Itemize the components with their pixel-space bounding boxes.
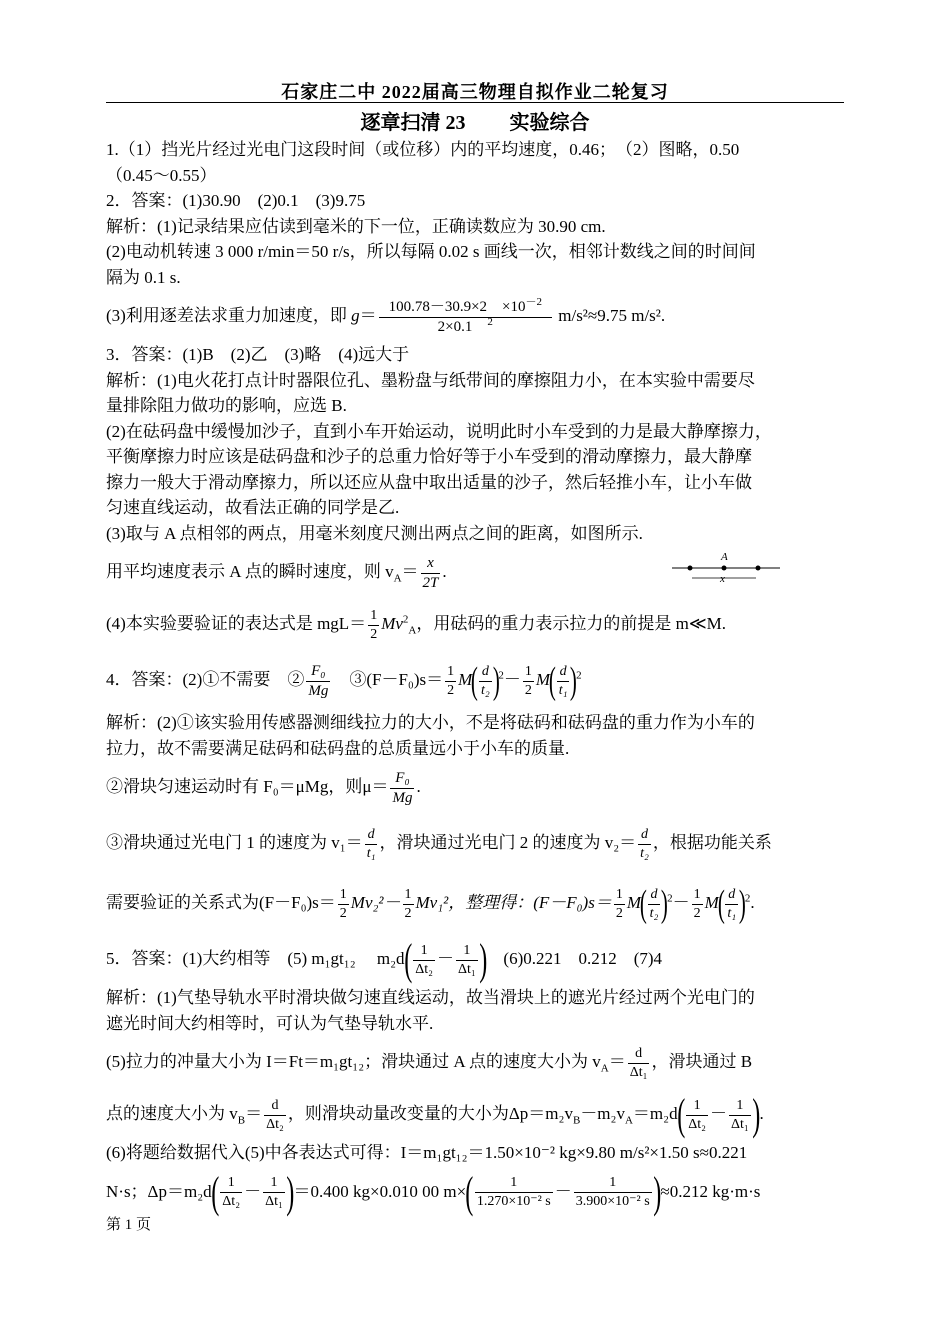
q5-analysis-1b: 遮光时间大约相等时，可认为气垫导轨水平. (106, 1013, 434, 1033)
q3-analysis-3b: 用平均速度表示 A 点的瞬时速度，则 $v_A=$ $\frac{x}{2T}$ . (106, 554, 447, 591)
q5-analysis-5b: 点的速度大小为 $v_B=$ $\frac{d}{\text{Δt₂}}$ ，则滑块动量改变量的大小为$\Delta p=m_2v_B-m_2v_A=m_2d$( $\frac{1}{\text{Δt₂}}$ － $\frac{1}{\text{Δt₁}}$ ). (106, 1090, 764, 1140)
school-header: 石家庄二中 2022届高三物理自拟作业二轮复习 (281, 82, 669, 102)
va-fraction: $\frac{x}{2T}$ (422, 554, 439, 591)
tape-dot-right (756, 566, 761, 571)
chapter-label: 逐章扫清 23 (360, 112, 466, 134)
answer-body (106, 137, 848, 1218)
q2-analysis-2a: (2)电动机转速 3 000 r/min＝50 r/s，所以每隔 0.02 s 画线一次，相邻计数线之间的时间间 (106, 242, 756, 261)
q4-analysis-3: ③滑块通过光电门 1 的速度为 v₁＝ $\frac{d}{\text{t₁}}$ ，滑块通过光电门 2 的速度为 v₂＝ $\frac{d}{\text{t₂}}$ ，根据功能关系 (106, 826, 772, 861)
q3-analysis-1a: 解析：(1)电火花打点计时器限位孔、墨粉盘与纸带间的摩擦阻力小，在本实验中需要尽 (106, 370, 755, 390)
mu-fraction: $\frac{\text{F₀}}{Mg}$ (308, 662, 329, 699)
q5-analysis-6b: N·s；Δp＝m₂d( $\frac{1}{\text{Δt₂}}$ － $\frac{1}{\text{Δt₁}}$ )＝0.400 kg×0.010 00 m×( $\frac{1}{\text{1.270×10⁻² s}}$ － $\frac{1}{\text{3.900×10⁻² s}}$ )≈0.212 kg·m·s (106, 1167, 761, 1217)
q4-analysis-2: ②滑块匀速运动时有 F₀＝μMg，则μ＝ $\frac{\text{F₀}}{Mg}$ . (106, 769, 421, 806)
tape-label-a: A (721, 551, 728, 563)
q4-analysis-1b: 拉力，故不需要满足砝码和砝码盘的总质量远小于小车的质量. (106, 738, 570, 758)
q3-analysis-4: (4)本实验要验证的表达式是 mgL＝ $\frac{1}{2}$ $Mv^2_A$，用砝码的重力表示拉力的前提是 m≪M. (106, 607, 726, 642)
tape-diagram (668, 548, 788, 588)
q3-analysis-2d: 匀速直线运动，故看法正确的同学是乙. (106, 498, 400, 517)
q2-analysis-3: (3)利用逐差法求重力加速度，即 g＝ $\frac{100.78-30.9\times 2 \times 10^{-2}}{2\times 0.1 ^2}$ m/s²≈9.75 m/s². (106, 295, 666, 335)
q3-answer: 3．答案：(1)B (2)乙 (3)略 (4)远大于 (106, 345, 410, 364)
tape-label-x: x (720, 573, 725, 585)
tape-dot-left (688, 566, 693, 571)
q3-analysis-3a: (3)取与 A 点相邻的两点，用毫米刻度尺测出两点之间的距离，如图所示. (106, 523, 643, 543)
q4-analysis-4: 需要验证的关系式为(F－F₀)s＝ $\frac{1}{2}$ Mv₂²－ $\frac{1}{2}$ Mv₁²，整理得：(F－F₀)s＝ $\frac{1}{2}$ M( $\frac{d}{\text{t₂}}$ )$^2$－ $\frac{1}{2}$ M( $\frac{d}{\text{t₁}}$ )$^2$. (106, 883, 755, 926)
q2-answer: 2．答案：(1)30.90 (2)0.1 (3)9.75 (106, 191, 366, 210)
topic-label: 实验综合 (509, 112, 590, 134)
q3-analysis-2b: 平衡摩擦力时应该是砝码盘和沙子的总重力恰好等于小车受到的滑动摩擦力，最大静摩 (106, 447, 752, 466)
q5-analysis-5a: (5)拉力的冲量大小为 I＝Ft＝m₁gt₁₂；滑块通过 A 点的速度大小为 $v_A=$ $\frac{d}{\text{Δt₁}}$ ，滑块通过 B (106, 1045, 753, 1080)
section-title (106, 106, 844, 135)
q5-answer: 5．答案：(1)大约相等 (5) m₁gt₁₂ m₂d( $\frac{1}{\text{Δt₂}}$ － $\frac{1}{\text{Δt₁}}$ ) (6)0.221 0.212 (7)4 (106, 935, 663, 985)
page-number: 第 1 页 (106, 1217, 152, 1233)
q4-answer: 4．答案：(2)①不需要 ② $\frac{\text{F₀}}{Mg}$ ③(F－F₀)s＝ $\frac{1}{2}$ M( $\frac{d}{\text{t₂}}$ )$^2$－ $\frac{1}{2}$ M( $\frac{d}{\text{t₁}}$ )$^2$ (106, 660, 582, 703)
q5-analysis-6a: (6)将题给数据代入(5)中各表达式可得：I＝m₁gt₁₂＝1.50×10⁻² kg×9.80 m/s²×1.50 s≈0.221 (106, 1143, 748, 1162)
q4-analysis-1a: 解析：(2)①该实验用传感器测细线拉力的大小，不是将砝码和砝码盘的重力作为小车的 (106, 713, 755, 732)
header-rule (106, 102, 844, 103)
half-fraction: $\frac{1}{2}$ (370, 607, 378, 642)
q2-analysis-1: 解析：(1)记录结果应估读到毫米的下一位，正确读数应为 30.90 cm. (106, 216, 606, 236)
q1-line-1: 1.（1）挡光片经过光电门这段时间（或位移）内的平均速度，0.46； （2）图略，0.50 (106, 140, 740, 159)
q1-line-2: （0.45～0.55） (106, 165, 217, 185)
g-fraction: $\frac{100.78-30.9\times 2 \times 10^{-2}}{2\times 0.1 ^2}$ (379, 300, 552, 335)
q3-analysis-1b: 量排除阻力做功的影响，应选 B. (106, 396, 347, 415)
tape-dot-a (722, 566, 727, 571)
q3-analysis-2a: (2)在砝码盘中缓慢加沙子，直到小车开始运动，说明此时小车受到的力是最大静摩擦力， (106, 421, 772, 441)
q2-analysis-2b: 隔为 0.1 s. (106, 267, 181, 287)
q5-analysis-1a: 解析：(1)气垫导轨水平时滑块做匀速直线运动，故当滑块上的遮光片经过两个光电门的 (106, 988, 755, 1007)
q3-analysis-2c: 擦力一般大于滑动摩擦力，所以还应从盘中取出适量的沙子，然后轻推小车，让小车做 (106, 472, 752, 492)
